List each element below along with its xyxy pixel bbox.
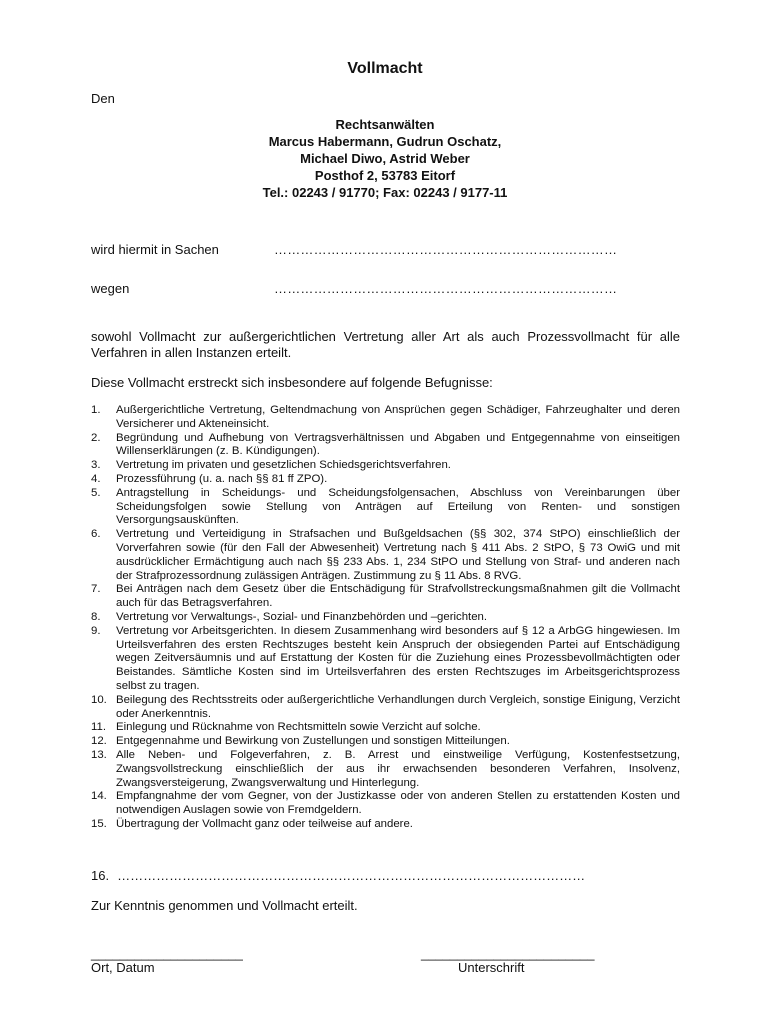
list-item (91, 625, 680, 694)
firm-line-4: Posthof 2, 53783 Eitorf (314, 168, 456, 183)
list-item (91, 473, 680, 487)
list-item (91, 611, 680, 625)
list-item-number: 3. (91, 459, 101, 472)
wegen-label: wegen (91, 281, 130, 296)
list-item (91, 528, 680, 583)
sachen-fill-line[interactable]: …………………………………………………………………… (274, 242, 618, 257)
list-item-text: Vertretung im privaten und gesetzlichen Schiedsgerichtsverfahren. (116, 459, 451, 472)
place-date-label: Ort, Datum (91, 960, 155, 975)
list-item-text: Alle Neben- und Folgeverfahren, z. B. Arrest und einstweilige Verfügung, Kostenfestsetzung, Zwangsvollstreckung einschließlich der aus ihr erwachsenden besonderen Verfahren, Insolvenz, Zwangsversteigerung, Zwangsverwaltung und Hinterlegung. (116, 748, 680, 789)
place-date-line[interactable]: _____________________ (91, 946, 243, 961)
list-item-text: Übertragung der Vollmacht ganz oder teilweise auf andere. (116, 817, 413, 830)
list-item-text: Außergerichtliche Vertretung, Geltendmachung von Ansprüchen gegen Schädiger, Fahrzeughalter und deren Versicherer und Akteneinsicht. (116, 404, 680, 430)
list-item-number: 5. (91, 486, 101, 499)
list-item (91, 487, 680, 528)
list-item (91, 459, 680, 473)
list-item-number: 8. (91, 610, 101, 623)
list-item-number: 9. (91, 624, 101, 637)
list-item-text: Vertretung vor Verwaltungs-, Sozial- und Finanzbehörden und –gerichten. (116, 610, 488, 623)
powers-list (91, 404, 680, 832)
list-item-number: 10. (91, 693, 107, 706)
sachen-label: wird hiermit in Sachen (91, 242, 219, 257)
list-item (91, 790, 680, 818)
list-item-number: 11. (91, 721, 106, 734)
list-item (91, 583, 680, 611)
list-item-16-number: 16. (91, 868, 110, 883)
signature-line[interactable]: ________________________ (421, 946, 595, 961)
list-item-number: 15. (91, 817, 107, 830)
list-item-number: 12. (91, 735, 107, 748)
list-item-text: Beilegung des Rechtsstreits oder außergerichtliche Verhandlungen durch Vergleich, sonstige Einigung, Verzicht oder Anerkenntnis. (116, 693, 680, 720)
list-item (91, 694, 680, 722)
list-item-text: Empfangnahme der vom Gegner, von der Justizkasse oder von anderen Stellen zu erstattenden Kosten und notwendigen Auslagen sowie von Fremdgeldern. (116, 790, 680, 817)
list-item-number: 1. (91, 404, 101, 416)
list-item-number: 4. (91, 472, 101, 485)
list-item (91, 404, 680, 432)
list-item-number: 13. (91, 748, 107, 761)
list-item (91, 432, 680, 460)
document-title: Vollmacht (347, 60, 423, 77)
firm-line-3: Michael Diwo, Astrid Weber (300, 151, 470, 166)
list-item-text: Antragstellung in Scheidungs- und Scheidungsfolgensachen, Abschluss von Vereinbarungen über Scheidungsfolgen sowie Stellung von Anträgen auf Erteilung von Renten- und sonstigen Versorgungsauskünften. (116, 486, 680, 527)
list-item (91, 721, 680, 735)
salutation: Den (91, 91, 115, 106)
signature-label: Unterschrift (458, 960, 525, 975)
list-item (91, 818, 680, 832)
list-item-16 (91, 868, 585, 883)
firm-line-5: Tel.: 02243 / 91770; Fax: 02243 / 9177-11 (262, 185, 508, 200)
list-item-number: 7. (91, 583, 101, 596)
list-item (91, 749, 680, 790)
firm-line-2: Marcus Habermann, Gudrun Oschatz, (268, 134, 502, 149)
list-item-text: Vertretung vor Arbeitsgerichten. In diesem Zusammenhang wird besonders auf § 12 a ArbGG hingewiesen. Im Urteilsverfahren des ersten Rechtszuges besteht kein Anspruch der obsiegenden Partei auf Entschädigung wegen Zeitversäumnis und auf Erstattung der Kosten für die Zuziehung eines Prozessbevollmächtigten oder Beistandes. Sämtliche Kosten sind im Urteilsverfahren des ersten Rechtszuges im Arbeitsgerichtsprozess selbst zu tragen. (116, 624, 680, 692)
list-item (91, 735, 680, 749)
list-item-text: Prozessführung (u. a. nach §§ 81 ff ZPO). (116, 472, 328, 485)
list-item-text: Einlegung und Rücknahme von Rechtsmitteln sowie Verzicht auf solche. (116, 721, 481, 734)
list-item-text: Vertretung und Verteidigung in Strafsachen und Bußgeldsachen (§§ 302, 374 StPO) einschließlich der Vorverfahren sowie (für den Fall der Abwesenheit) Vertretung nach § 411 Abs. 2 StPO, § 73 OwiG und mit ausdrücklicher Ermächtigung auch nach §§ 233 Abs. 1, 234 StPO und Stellung von Straf- und anderen nach der Strafprozessordnung zulässigen Anträgen. Zustimmung zu § 11 Abs. 8 RVG. (116, 528, 680, 582)
list-item-text: Begründung und Aufhebung von Vertragsverhältnissen und Abgaben und Entgegennahme von einseitigen Willenserklärungen (z. B. Kündigungen). (116, 431, 680, 458)
list-item-number: 14. (91, 790, 107, 803)
firm-line-1: Rechtsanwälten (335, 117, 435, 132)
law-firm-address-block (0, 116, 770, 201)
wegen-fill-line[interactable]: …………………………………………………………………… (274, 281, 618, 296)
intro-paragraph: sowohl Vollmacht zur außergerichtlichen Vertretung aller Art als auch Prozessvollmacht für alle Verfahren in allen Instanzen erteilt. (91, 329, 680, 360)
list-item-number: 2. (91, 431, 101, 444)
list-item-text: Entgegennahme und Bewirkung von Zustellungen und sonstigen Mitteilungen. (116, 735, 510, 748)
list-item-16-fill-line[interactable]: ……………………………………………………………………………………………… (117, 868, 586, 883)
scope-heading: Diese Vollmacht erstreckt sich insbesondere auf folgende Befugnisse: (91, 375, 493, 390)
list-item-number: 6. (91, 528, 101, 541)
list-item-text: Bei Anträgen nach dem Gesetz über die Entschädigung für Strafvollstreckungsmaßnahmen gilt die Vollmacht auch für das Betragsverfahren. (116, 583, 680, 610)
closing-statement: Zur Kenntnis genommen und Vollmacht erteilt. (91, 898, 358, 913)
